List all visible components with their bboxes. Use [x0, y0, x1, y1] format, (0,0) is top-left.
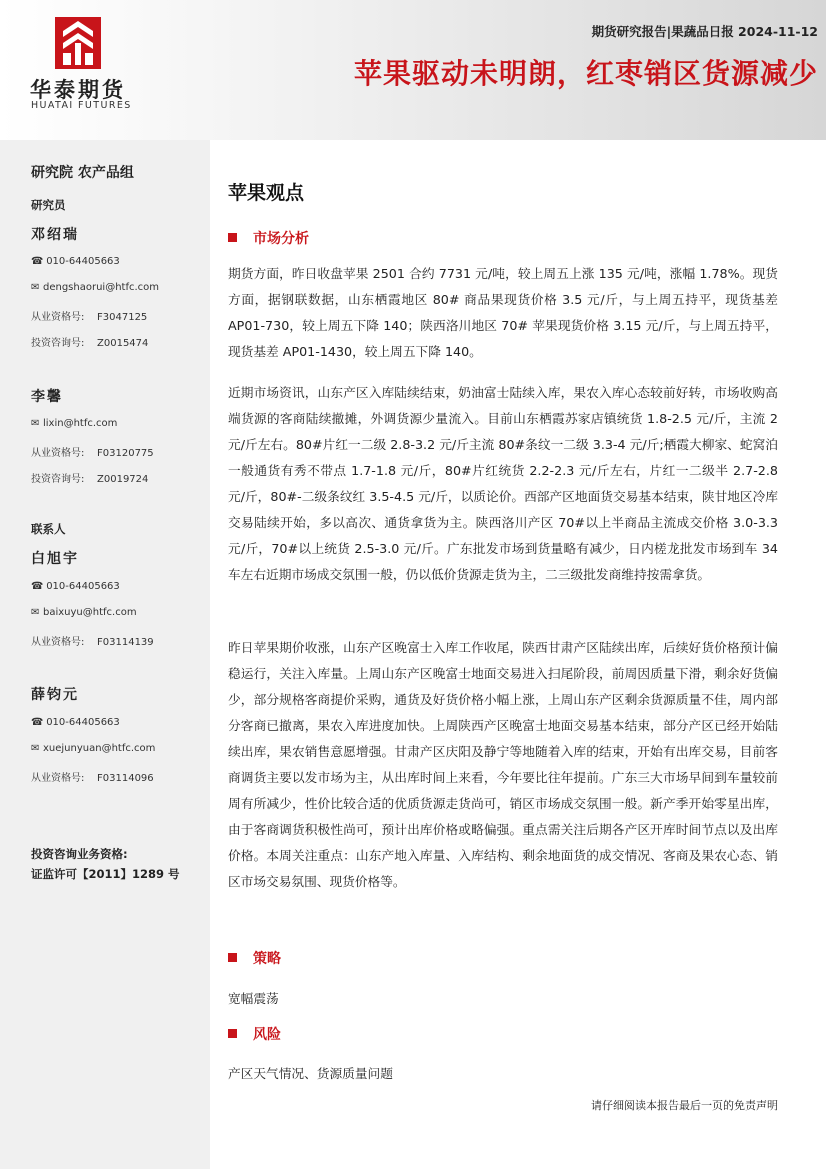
company-name-cn: 华泰期货 — [30, 78, 126, 102]
risk-heading: 风险 — [228, 1024, 281, 1044]
mail-icon: ✉ — [31, 743, 40, 754]
business-qualification: 投资咨询业务资格: 证监许可【2011】1289 号 — [31, 847, 180, 881]
phone-icon: ☎ — [31, 717, 44, 728]
researcher-consult-number: 投资咨询号: Z0019724 — [31, 474, 149, 485]
mail-icon: ✉ — [31, 607, 40, 618]
company-name-en: HUATAI FUTURES — [31, 100, 132, 111]
strategy-text: 宽幅震荡 — [228, 991, 279, 1006]
section-title: 苹果观点 — [228, 182, 305, 204]
mail-icon: ✉ — [31, 418, 40, 429]
contact-qualification: 从业资格号: F03114096 — [31, 773, 154, 784]
contact-phone: ☎ 010-64405663 — [31, 717, 120, 728]
bullet-square-icon — [228, 233, 237, 242]
researcher-name: 邓绍瑞 — [31, 227, 79, 243]
mail-icon: ✉ — [31, 282, 40, 293]
report-title: 苹果驱动未明朗，红枣销区货源减少 — [353, 57, 818, 90]
contact-name: 薛钧元 — [31, 687, 79, 703]
paragraph-outlook: 昨日苹果期价收涨，山东产区晚富士入库工作收尾，陕西甘肃产区陆续出库，后续好货价格预计偏稳运行，关注入库量。上周山东产区晚富士地面交易进入扫尾阶段，前周因质量下滑，剩余好货偏少，部分规格客商提价采购，通货及好货价格小幅上涨，上周山东产区剩余货源质量不佳，周内部分客商已撤离，果农入库进度加快。上周陕西产区晚富士地面交易基本结束，部分产区已经开始陆续出库，果农销售意愿增强。甘肃产区庆阳及静宁等地随着入库的结束，开始有出库交易，目前客商调货主要以发市场为主，从出库时间上来看，今年要比往年提前。广东三大市场早间到车量较前周有所减少，性价比较合适的优质货源走货尚可，销区市场成交氛围一般。新产季开始零星出库，由于客商调货积极性尚可，预计出库价格或略偏强。重点需关注后期各产区开库时间节点以及出库价格。本周关注重点：山东产地入库量、入库结构、剩余地面货的成交情况、客商及果农心态、销区市场交易氛围、现货价格等。 — [228, 640, 778, 889]
contact-email[interactable]: ✉ xuejunyuan@htfc.com — [31, 743, 156, 754]
strategy-heading: 策略 — [228, 948, 281, 968]
huatai-logo-icon — [55, 17, 101, 69]
researcher-email[interactable]: ✉ lixin@htfc.com — [31, 418, 118, 429]
author-sidebar — [0, 140, 210, 1169]
researcher-consult-number: 投资咨询号: Z0015474 — [31, 338, 149, 349]
phone-icon: ☎ — [31, 256, 44, 267]
risk-text: 产区天气情况、货源质量问题 — [228, 1066, 393, 1081]
researcher-name: 李馨 — [31, 389, 63, 405]
researcher-phone: ☎ 010-64405663 — [31, 256, 120, 267]
researcher-qualification: 从业资格号: F03120775 — [31, 448, 154, 459]
bullet-square-icon — [228, 953, 237, 962]
researcher-email[interactable]: ✉ dengshaorui@htfc.com — [31, 282, 160, 293]
researcher-qualification: 从业资格号: F3047125 — [31, 312, 148, 323]
paragraph-market-news: 近期市场资讯，山东产区入库陆续结束，奶油富士陆续入库，果农入库心态较前好转，市场收购高端货源的客商陆续撤摊，外调货源少量流入。目前山东栖霞苏家店镇统货 1.8-2.5 元/斤，主流 2 元/斤左右。80#片红一二级 2.8-3.2 元/斤主流 80#条纹一二级 3.3-4 元/斤;栖霞大柳家、蛇窝泊一般通货有秀不带点 1.7-1.8 元/斤，80#片红统货 2.2-2.3 元/斤左右，片红一二级半 2.7-2.8 元/斤，80#-二级条纹红 3.5-4.5 元/斤，以质论价。西部产区地面货交易基本结束，陕甘地区冷库交易陆续开始，多以高次、通货拿货为主。陕西洛川产区 70#以上半商品主流成交价格 3.0-3.3 元/斤，70#以上统货 2.5-3.0 元/斤。广东批发市场到货量略有减少，日内槎龙批发市场到车 34 车左右近期市场成交氛围一般，仍以低价货源走货为主，二三级批发商维持按需拿货。 — [228, 385, 778, 582]
bullet-square-icon — [228, 1029, 237, 1038]
disclaimer-note: 请仔细阅读本报告最后一页的免责声明 — [591, 1099, 778, 1112]
report-meta: 期货研究报告|果蔬品日报 2024-11-12 — [591, 24, 818, 39]
phone-icon: ☎ — [31, 581, 44, 592]
contact-name: 白旭宇 — [31, 551, 79, 567]
contact-email[interactable]: ✉ baixuyu@htfc.com — [31, 607, 137, 618]
report-header — [0, 0, 826, 140]
research-group: 研究院 农产品组 — [31, 165, 134, 181]
market-analysis-heading: 市场分析 — [228, 228, 309, 248]
researcher-role-label: 研究员 — [31, 198, 66, 212]
paragraph-futures-spot: 期货方面，昨日收盘苹果 2501 合约 7731 元/吨，较上周五上涨 135 元/吨，涨幅 1.78%。现货方面，据钢联数据，山东栖霞地区 80# 商品果现货价格 3.5 元/斤，与上周五持平，现货基差 AP01-730，较上周五下降 140；陕西洛川地区 70# 苹果现货价格 3.15 元/斤，与上周五持平，现货基差 AP01-1430，较上周五下降 140。 — [228, 266, 778, 359]
contact-role-label: 联系人 — [31, 522, 66, 536]
contact-phone: ☎ 010-64405663 — [31, 581, 120, 592]
contact-qualification: 从业资格号: F03114139 — [31, 637, 154, 648]
